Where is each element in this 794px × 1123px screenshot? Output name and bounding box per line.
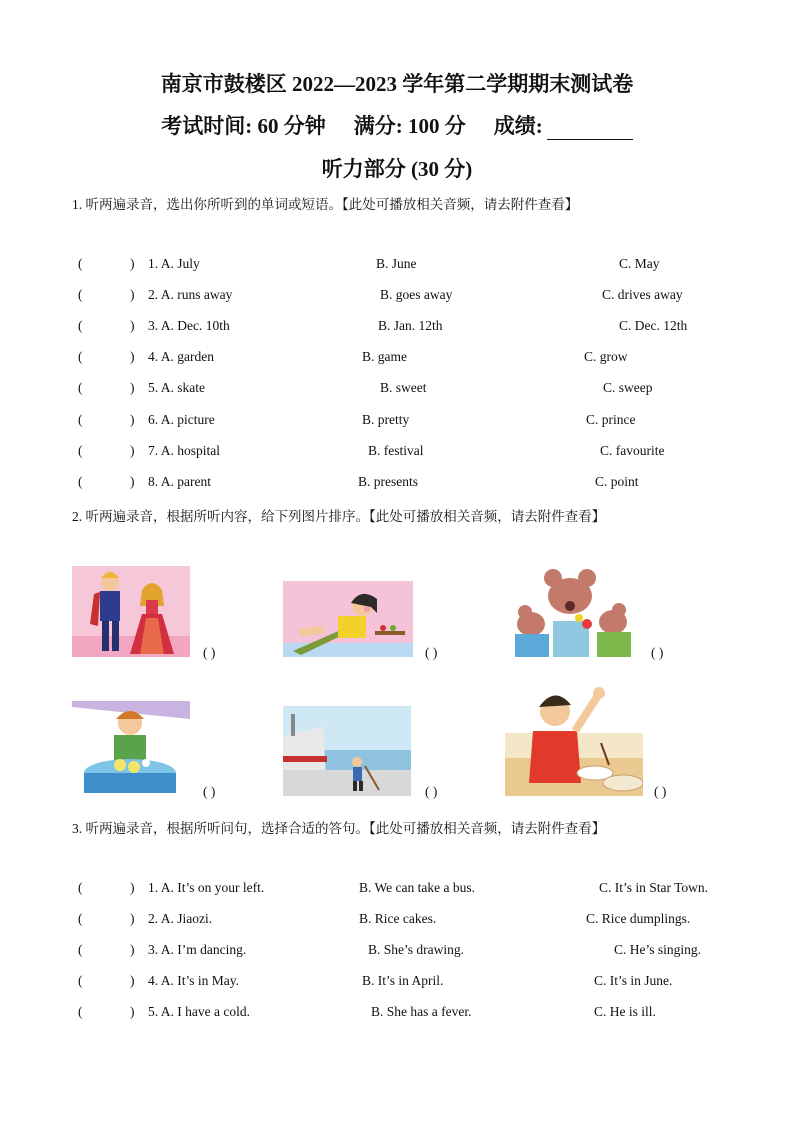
q3-option-c: C. He is ill.	[594, 1004, 656, 1019]
ship-deck-picture	[283, 706, 411, 796]
q1-option-b: B. June	[376, 256, 417, 271]
q2-instruction: 2. 听两遍录音，根据所听内容，给下列图片排序。【此处可播放相关音频，请去附件查看】	[72, 509, 606, 524]
paren-close: )	[130, 880, 135, 895]
paren-open: (	[78, 256, 83, 271]
q3-option-a: 2. A. Jiaozi.	[148, 911, 213, 926]
q1-option-a: 3. A. Dec. 10th	[148, 318, 230, 333]
paren-open: (	[78, 1004, 83, 1019]
paren-open: (	[78, 880, 83, 895]
q3-option-b: B. She’s drawing.	[368, 942, 464, 957]
q1-option-a: 6. A. picture	[148, 412, 215, 427]
q1-option-c: C. favourite	[600, 443, 665, 458]
boy-washing-picture	[72, 701, 190, 796]
girl-deckchair-picture	[283, 581, 413, 657]
section-title: 听力部分 (30 分)	[321, 157, 473, 181]
q3-option-b: B. Rice cakes.	[359, 911, 437, 926]
q3-option-c: C. He’s singing.	[614, 942, 702, 957]
q1-option-a: 8. A. parent	[148, 474, 211, 489]
q1-option-c: C. point	[595, 474, 639, 489]
q1-option-b: B. game	[362, 349, 407, 364]
q1-row	[0, 318, 794, 338]
paren-open: (	[78, 911, 83, 926]
paren-open: (	[78, 318, 83, 333]
q3-option-a: 5. A. I have a cold.	[148, 1004, 250, 1019]
q1-option-a: 4. A. garden	[148, 349, 214, 364]
exam-title: 南京市鼓楼区 2022—2023 学年第二学期期末测试卷	[160, 72, 634, 96]
q1-option-c: C. prince	[586, 412, 636, 427]
paren-close: )	[130, 973, 135, 988]
q1-option-a: 1. A. July	[148, 256, 200, 271]
q1-option-b: B. presents	[358, 474, 418, 489]
paren-open: (	[78, 349, 83, 364]
q1-option-b: B. sweet	[380, 380, 427, 395]
paren-close: )	[130, 349, 135, 364]
q3-option-a: 4. A. It’s in May.	[148, 973, 239, 988]
q1-option-a: 7. A. hospital	[148, 443, 221, 458]
paren-open: (	[78, 443, 83, 458]
paren-open: (	[78, 474, 83, 489]
q1-option-c: C. grow	[584, 349, 628, 364]
q1-option-a: 2. A. runs away	[148, 287, 233, 302]
q1-option-c: C. May	[619, 256, 660, 271]
q3-option-b: B. We can take a bus.	[359, 880, 476, 895]
q3-instruction: 3. 听两遍录音，根据所听问句，选择合适的答句。【此处可播放相关音频，请去附件查看】	[72, 821, 606, 836]
boy-eating-picture	[505, 673, 643, 796]
q2-answer-paren[interactable]: ( )	[203, 645, 216, 660]
q3-option-a: 3. A. I’m dancing.	[148, 942, 247, 957]
q1-option-b: B. pretty	[362, 412, 410, 427]
q1-row	[0, 412, 794, 432]
q1-instruction: 1. 听两遍录音，选出你所听到的单词或短语。【此处可播放相关音频，请去附件查看】	[72, 197, 579, 212]
q3-option-c: C. It’s in June.	[594, 973, 673, 988]
q1-row	[0, 380, 794, 400]
q3-option-b: B. She has a fever.	[371, 1004, 472, 1019]
paren-close: )	[130, 1004, 135, 1019]
paren-close: )	[130, 287, 135, 302]
q1-row	[0, 443, 794, 463]
q3-row	[0, 942, 794, 962]
q1-row	[0, 287, 794, 307]
paren-open: (	[78, 973, 83, 988]
q2-answer-paren[interactable]: ( )	[425, 784, 438, 799]
score-label: 成绩:	[493, 114, 543, 138]
exam-full-score: 满分: 100 分	[353, 114, 466, 138]
q1-option-b: B. goes away	[380, 287, 453, 302]
score-blank[interactable]	[547, 119, 633, 140]
q1-row	[0, 474, 794, 494]
q3-option-a: 1. A. It’s on your left.	[148, 880, 265, 895]
q1-row	[0, 256, 794, 276]
q3-option-c: C. It’s in Star Town.	[599, 880, 709, 895]
paren-close: )	[130, 256, 135, 271]
paren-close: )	[130, 942, 135, 957]
mice-family-picture	[505, 566, 639, 657]
q1-option-b: B. Jan. 12th	[378, 318, 443, 333]
q1-option-c: C. sweep	[603, 380, 653, 395]
q3-option-b: B. It’s in April.	[362, 973, 444, 988]
q3-option-c: C. Rice dumplings.	[586, 911, 691, 926]
q3-row	[0, 911, 794, 931]
q3-row	[0, 973, 794, 993]
q2-answer-paren[interactable]: ( )	[654, 784, 667, 799]
paren-close: )	[130, 318, 135, 333]
paren-open: (	[78, 942, 83, 957]
paren-close: )	[130, 443, 135, 458]
exam-info-line	[0, 110, 794, 140]
q1-option-c: C. drives away	[602, 287, 683, 302]
prince-princess-picture	[72, 566, 190, 657]
q1-option-b: B. festival	[368, 443, 424, 458]
q2-answer-paren[interactable]: ( )	[203, 784, 216, 799]
q3-row	[0, 880, 794, 900]
q1-row	[0, 349, 794, 369]
paren-close: )	[130, 474, 135, 489]
q1-option-c: C. Dec. 12th	[619, 318, 688, 333]
q1-option-a: 5. A. skate	[148, 380, 205, 395]
paren-open: (	[78, 380, 83, 395]
paren-open: (	[78, 287, 83, 302]
paren-close: )	[130, 412, 135, 427]
paren-close: )	[130, 380, 135, 395]
paren-close: )	[130, 911, 135, 926]
q3-row	[0, 1004, 794, 1024]
q2-answer-paren[interactable]: ( )	[425, 645, 438, 660]
exam-time: 考试时间: 60 分钟	[161, 114, 326, 138]
q2-answer-paren[interactable]: ( )	[651, 645, 664, 660]
paren-open: (	[78, 412, 83, 427]
